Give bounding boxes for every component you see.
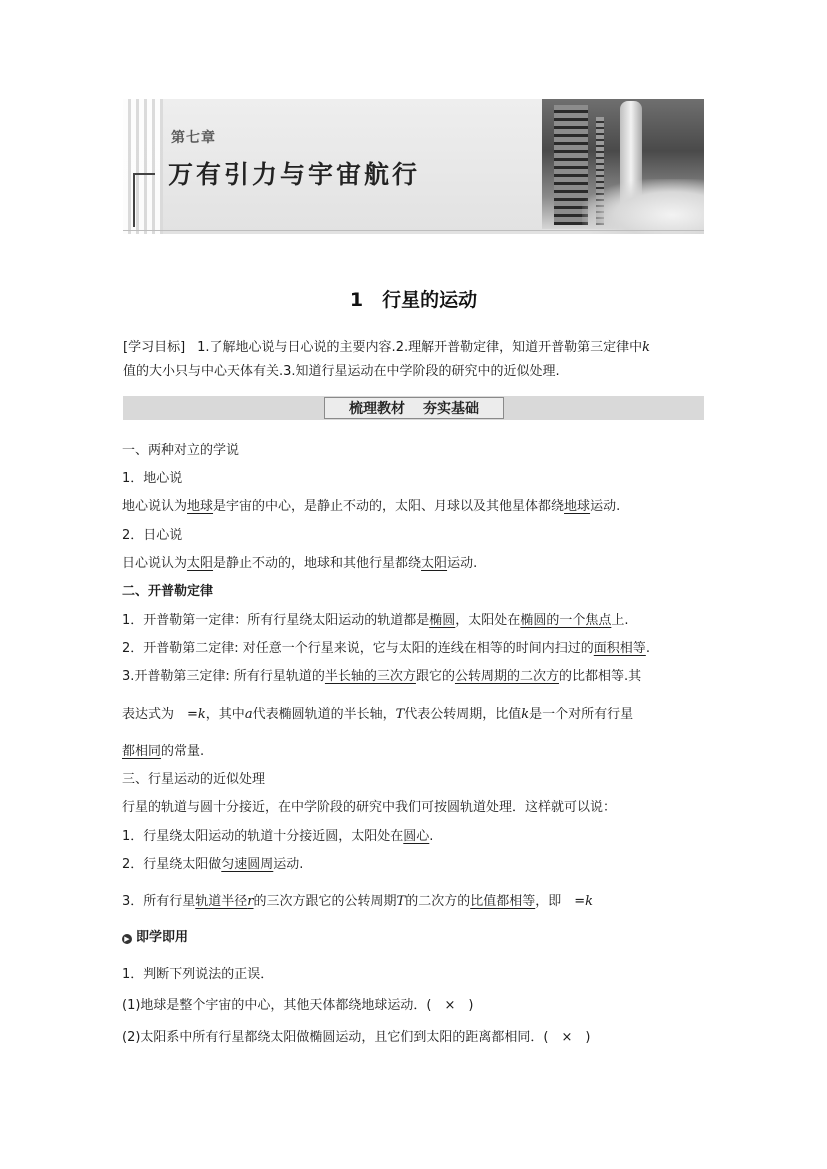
objectives-line-1: [123, 336, 707, 360]
question-1-item-1: (1)地球是整个宇宙的中心，其他天体都绕地球运动．( × ): [122, 998, 474, 1013]
p3-text-b: 的三次方跟它的公转周期: [253, 894, 397, 909]
geo-text-c: 运动.: [590, 499, 621, 514]
expr-a-var: a: [244, 707, 253, 722]
kepler-law-1: [122, 609, 628, 628]
kepler-law-2: [122, 637, 650, 656]
play-circle-icon: ▶: [122, 934, 132, 944]
p3-text-d: ，即 =: [535, 894, 586, 909]
law1-text-a: 1．开普勒第一定律：所有行星绕太阳运动的轨道都是: [122, 613, 430, 628]
objectives-line-2: 值的大小只与中心天体有关.3.知道行星运动在中学阶段的研究中的近似处理.: [123, 364, 560, 379]
objectives-text-1: 1.了解地心说与日心说的主要内容.2.理解开普勒定律，知道开普勒第三定律中: [197, 340, 643, 355]
launch-smoke: [582, 179, 704, 234]
p2-text-a: 2．行星绕太阳做: [122, 857, 222, 872]
banner-stripes: [123, 99, 163, 234]
p2-text-c: 运动.: [273, 857, 304, 872]
approx-point-2: [122, 853, 303, 872]
p3-k-var: k: [585, 894, 594, 909]
approx-point-3: [122, 890, 593, 909]
helio-text-a: 日心说认为: [122, 556, 188, 571]
p3-text-a: 3．所有行星: [122, 894, 196, 909]
chapter-title: 万有引力与宇宙航行: [168, 160, 421, 189]
law1-answer-2: 椭圆的一个焦点: [520, 613, 612, 628]
kepler-expression: [122, 703, 633, 722]
p3-answer-1-text: 轨道半径: [195, 894, 248, 909]
helio-text-c: 运动.: [447, 556, 478, 571]
expr-k-2: k: [521, 707, 530, 722]
law3-answer-1: 半长轴的三次方: [324, 669, 416, 684]
geo-text-b: 是宇宙的中心，是静止不动的，太阳、月球以及其他星体都绕: [213, 499, 565, 514]
p3-t-var: T: [396, 894, 406, 909]
heliocentric-text: [122, 552, 477, 571]
helio-answer-1: 太阳: [187, 556, 214, 571]
helio-text-b: 是静止不动的，地球和其他行星都绕: [213, 556, 422, 571]
section-band: [123, 396, 704, 420]
section3-intro: 行星的轨道与圆十分接近，在中学阶段的研究中我们可按圆轨道处理．这样就可以说：: [122, 800, 617, 815]
chapter-number: 第七章: [171, 130, 216, 146]
law1-text-b: ，太阳处在: [455, 613, 521, 628]
law2-text-c: .: [645, 641, 650, 656]
banner-baseline: [123, 230, 704, 231]
expr-t-var: T: [395, 707, 405, 722]
p3-r-var: r: [247, 894, 254, 909]
kepler-law-3: [122, 665, 641, 684]
approx-point-1: [122, 825, 433, 844]
banner-hook-vertical: [133, 173, 135, 227]
expr-text-d: 代表公转周期，比值: [404, 707, 522, 722]
objectives-label: [学习目标]: [123, 340, 186, 355]
helio-answer-2: 太阳: [421, 556, 448, 571]
geocentric-heading: 1．地心说: [122, 471, 183, 486]
question-1-item-2: (2)太阳系中所有行星都绕太阳做椭圆运动，且它们到太阳的距离都相同．( × ): [122, 1030, 591, 1045]
p1-text-a: 1．行星绕太阳运动的轨道十分接近圆，太阳处在: [122, 829, 404, 844]
kepler-constant: [122, 740, 204, 759]
p1-answer: 圆心: [403, 829, 430, 844]
p3-answer-2: 比值都相等: [470, 894, 536, 909]
question-1: 1．判断下列说法的正误．: [122, 967, 274, 982]
p3-text-c: 的二次方的: [405, 894, 471, 909]
constant-answer: 都相同: [122, 744, 162, 759]
chapter-banner: [123, 99, 704, 234]
law3-text-b: 跟它的: [415, 669, 455, 684]
law2-text-a: 2．开普勒第二定律: 对任意一个行星来说，它与太阳的连线在相等的时间内扫过的: [122, 641, 594, 656]
section1-heading: 一、两种对立的学说: [122, 443, 240, 458]
section2-heading: 二、开普勒定律: [122, 584, 214, 599]
law2-answer-1: 面积相等: [593, 641, 646, 656]
banner-hook-horizontal: [133, 173, 155, 175]
geocentric-text: [122, 495, 620, 514]
geo-answer-1: 地球: [187, 499, 214, 514]
geo-answer-2: 地球: [564, 499, 591, 514]
expr-text-b: ，其中: [205, 707, 245, 722]
law1-text-c: 上.: [611, 613, 629, 628]
expr-text-c: 代表椭圆轨道的半长轴，: [252, 707, 396, 722]
lesson-title: 1 行星的运动: [349, 289, 478, 311]
constant-text: 的常量.: [161, 744, 205, 759]
expr-text-a: 表达式为 =: [122, 707, 198, 722]
objectives-k: k: [642, 340, 650, 355]
p3-answer-1: [195, 894, 253, 909]
heliocentric-heading: 2．日心说: [122, 528, 183, 543]
p1-text-c: .: [429, 829, 434, 844]
practice-heading: [122, 926, 188, 945]
section-band-label: [324, 397, 504, 419]
band-left-text: 梳理教材: [349, 401, 405, 417]
expr-k: k: [197, 707, 206, 722]
law3-text-c: 的比都相等.其: [558, 669, 642, 684]
law1-answer-1: 椭圆: [429, 613, 456, 628]
band-right-text: 夯实基础: [423, 401, 479, 417]
section3-heading: 三、行星运动的近似处理: [122, 772, 266, 787]
learning-objectives: [123, 336, 707, 384]
p2-answer: 匀速圆周: [221, 857, 274, 872]
law3-text-a: 3.开普勒第三定律: 所有行星轨道的: [122, 669, 325, 684]
rocket-launch-image: [542, 99, 704, 229]
law3-answer-2: 公转周期的二次方: [454, 669, 559, 684]
expr-text-e: 是一个对所有行星: [529, 707, 634, 722]
geo-text-a: 地心说认为: [122, 499, 188, 514]
practice-heading-text: 即学即用: [136, 930, 189, 945]
